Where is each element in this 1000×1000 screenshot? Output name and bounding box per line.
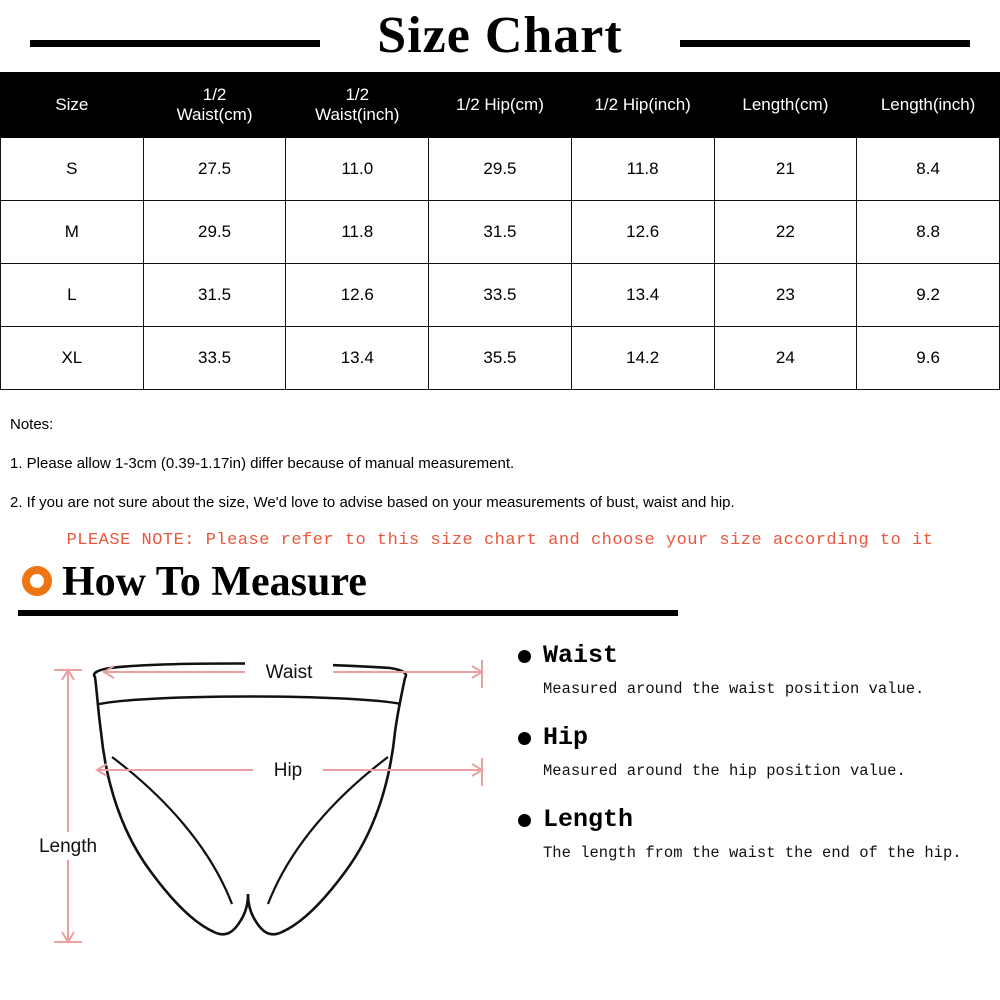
cell-half-waist-inch: 11.0 xyxy=(286,138,429,201)
notes-section xyxy=(0,390,1000,550)
waistband-line xyxy=(99,697,401,705)
note-item-1: 1. Please allow 1-3cm (0.39-1.17in) differ because of manual measurement. xyxy=(10,455,515,472)
definition-waist xyxy=(518,642,988,698)
cell-half-hip-inch: 13.4 xyxy=(571,264,714,327)
cell-length-inch: 9.6 xyxy=(857,327,1000,390)
cell-length-inch: 9.2 xyxy=(857,264,1000,327)
cell-size: L xyxy=(1,264,144,327)
how-to-measure-header xyxy=(0,556,1000,626)
cell-half-waist-inch: 11.8 xyxy=(286,201,429,264)
table-header-half-hip-inch-line1: 1/2 Hip(inch) xyxy=(594,95,691,114)
cell-half-hip-inch: 12.6 xyxy=(571,201,714,264)
cell-half-hip-inch: 14.2 xyxy=(571,327,714,390)
cell-half-waist-cm: 29.5 xyxy=(143,201,286,264)
cell-half-hip-cm: 35.5 xyxy=(429,327,572,390)
hip-label: Hip xyxy=(273,760,303,781)
cell-half-waist-inch: 13.4 xyxy=(286,327,429,390)
cell-half-waist-cm: 31.5 xyxy=(143,264,286,327)
measurement-diagram-area xyxy=(0,632,1000,972)
how-to-measure-heading: How To Measure xyxy=(62,559,367,605)
table-header-half-waist-cm xyxy=(143,73,286,138)
cell-half-waist-cm: 33.5 xyxy=(143,327,286,390)
underwear-diagram xyxy=(0,632,520,962)
length-label: Length xyxy=(38,836,98,857)
cell-length-cm: 23 xyxy=(714,264,857,327)
table-header-length-cm-line1: Length(cm) xyxy=(742,95,829,114)
definition-hip-head xyxy=(518,724,988,752)
definition-hip-description: Measured around the hip position value. xyxy=(543,762,906,780)
definition-hip-term: Hip xyxy=(543,723,589,752)
size-chart-table xyxy=(0,72,1000,390)
garment-outline xyxy=(94,664,406,935)
table-header-half-hip-cm-line1: 1/2 Hip(cm) xyxy=(456,95,544,114)
table-header-half-hip-inch xyxy=(571,73,714,138)
table-row xyxy=(1,138,1000,201)
table-header-half-waist-cm-line2: Waist(cm) xyxy=(176,105,253,124)
note-item-2: 2. If you are not sure about the size, We'd love to advise based on your measurements of bust, waist and hip. xyxy=(10,494,735,511)
bullet-icon xyxy=(518,732,531,745)
cell-length-cm: 22 xyxy=(714,201,857,264)
cell-length-inch: 8.8 xyxy=(857,201,1000,264)
cell-size: S xyxy=(1,138,144,201)
table-header-length-cm xyxy=(714,73,857,138)
cell-length-cm: 24 xyxy=(714,327,857,390)
table-header-length-inch xyxy=(857,73,1000,138)
definition-waist-term: Waist xyxy=(543,641,619,670)
ring-icon xyxy=(22,566,52,596)
cell-size: M xyxy=(1,201,144,264)
cell-length-inch: 8.4 xyxy=(857,138,1000,201)
definition-length-description: The length from the waist the end of the hip. xyxy=(543,844,962,862)
definition-waist-head xyxy=(518,642,988,670)
page-title: Size Chart xyxy=(377,7,623,64)
table-header-half-waist-inch-line2: Waist(inch) xyxy=(315,105,400,124)
table-header-length-inch-line1: Length(inch) xyxy=(880,95,976,114)
definition-length xyxy=(518,806,988,862)
definition-length-head xyxy=(518,806,988,834)
definition-hip xyxy=(518,724,988,780)
bullet-icon xyxy=(518,650,531,663)
length-arrow xyxy=(54,670,82,942)
table-header-half-waist-inch-line1: 1/2 xyxy=(345,85,370,104)
cell-half-hip-cm: 29.5 xyxy=(429,138,572,201)
page-title-row xyxy=(0,0,1000,72)
cell-half-waist-inch: 12.6 xyxy=(286,264,429,327)
cell-half-hip-cm: 33.5 xyxy=(429,264,572,327)
notes-label: Notes: xyxy=(10,416,54,433)
cell-half-waist-cm: 27.5 xyxy=(143,138,286,201)
please-note-text: PLEASE NOTE: Please refer to this size chart and choose your size according to it xyxy=(66,531,934,550)
cell-length-cm: 21 xyxy=(714,138,857,201)
table-row xyxy=(1,201,1000,264)
how-to-measure-rule xyxy=(18,610,678,616)
waist-label: Waist xyxy=(265,662,313,683)
table-header-row xyxy=(1,73,1000,138)
definition-length-term: Length xyxy=(543,805,634,834)
table-row xyxy=(1,327,1000,390)
table-header-half-hip-cm xyxy=(429,73,572,138)
table-header-half-waist-inch xyxy=(286,73,429,138)
table-header-size-line1: Size xyxy=(55,95,89,114)
definition-waist-description: Measured around the waist position value. xyxy=(543,680,925,698)
measure-definitions xyxy=(518,642,988,888)
bullet-icon xyxy=(518,814,531,827)
table-row xyxy=(1,264,1000,327)
leg-opening-left xyxy=(112,757,232,904)
cell-half-hip-inch: 11.8 xyxy=(571,138,714,201)
cell-half-hip-cm: 31.5 xyxy=(429,201,572,264)
cell-size: XL xyxy=(1,327,144,390)
table-header-size xyxy=(1,73,144,138)
table-header-half-waist-cm-line1: 1/2 xyxy=(202,85,227,104)
